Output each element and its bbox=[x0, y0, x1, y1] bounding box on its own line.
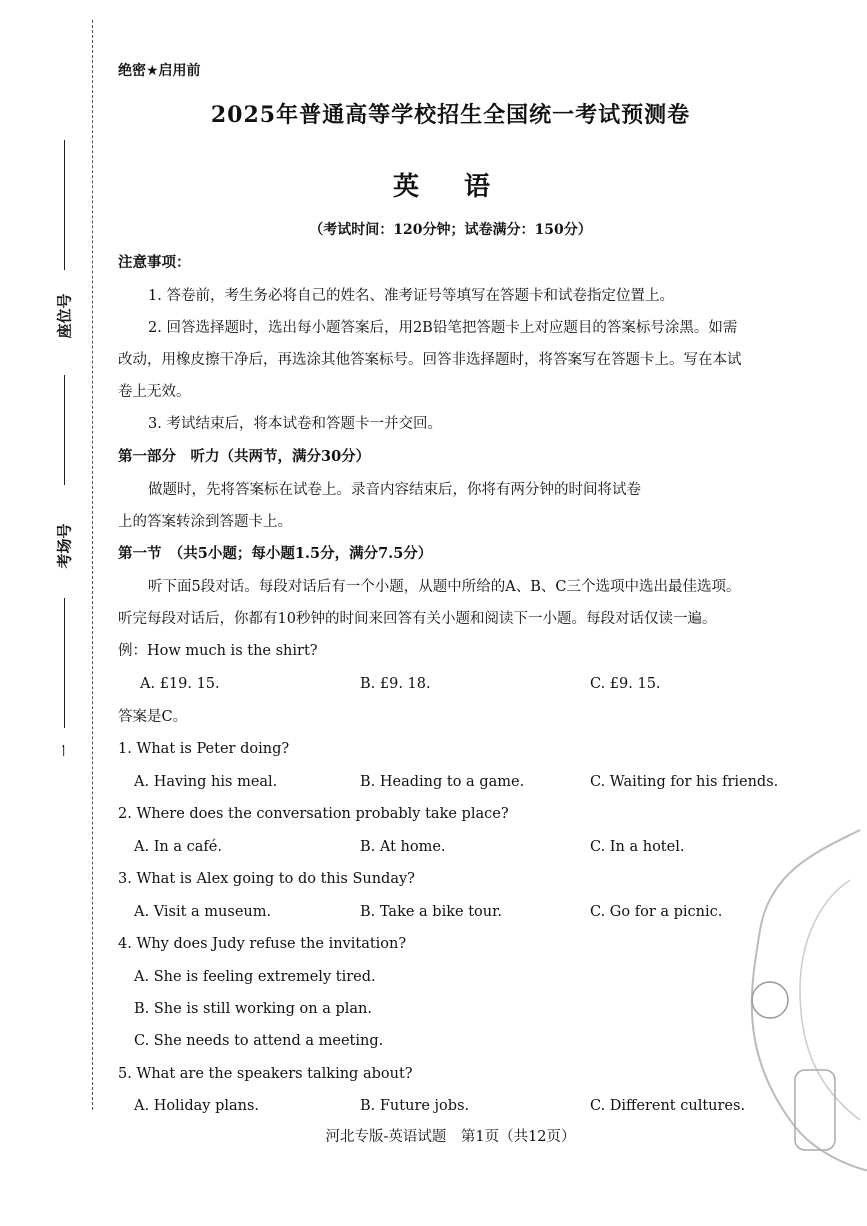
question-4-option-b: B. She is still working on a plan. bbox=[134, 1001, 372, 1017]
part-1-intro-line-1: 做题时，先将答案标在试卷上。录音内容结束后，你将有两分钟的时间将试卷 bbox=[148, 482, 641, 498]
exam-room-label: 考场号 bbox=[55, 523, 74, 569]
note-2-line-3: 卷上无效。 bbox=[118, 384, 191, 400]
question-5-option-c: C. Different cultures. bbox=[590, 1098, 746, 1114]
section-1-heading: 第一节 （共5小题；每小题1.5分，满分7.5分） bbox=[118, 545, 433, 562]
exam-title: 2025年普通高等学校招生全国统一考试预测卷 bbox=[210, 102, 691, 128]
question-4-option-c: C. She needs to attend a meeting. bbox=[134, 1033, 384, 1049]
example-option-c: C. £9. 15. bbox=[590, 676, 661, 692]
question-4-option-a: A. She is feeling extremely tired. bbox=[134, 969, 376, 985]
part-1-intro-line-2: 上的答案转涂到答题卡上。 bbox=[118, 514, 292, 530]
question-5: 5. What are the speakers talking about? bbox=[118, 1066, 413, 1082]
part-1-heading: 第一部分 听力（共两节，满分30分） bbox=[118, 448, 371, 465]
example-option-a: A. £19. 15. bbox=[140, 676, 220, 692]
question-5-option-b: B. Future jobs. bbox=[360, 1098, 470, 1114]
example-option-b: B. £9. 18. bbox=[360, 676, 431, 692]
exam-room-blank bbox=[64, 598, 65, 728]
question-4: 4. Why does Judy refuse the invitation? bbox=[118, 936, 407, 952]
notes-heading: 注意事项： bbox=[118, 254, 191, 271]
note-2-line-2: 改动，用橡皮擦干净后，再选涂其他答案标号。回答非选择题时，将答案写在答题卡上。写在本试 bbox=[118, 352, 742, 368]
note-2-line-1: 2. 回答选择题时，选出每小题答案后，用2B铅笔把答题卡上对应题目的答案标号涂黑。如需 bbox=[148, 320, 738, 336]
binding-line bbox=[92, 20, 93, 1110]
page-footer: 河北专版-英语试题 第1页（共12页） bbox=[325, 1129, 576, 1145]
example-question: 例：How much is the shirt? bbox=[118, 643, 318, 659]
question-2-option-a: A. In a café. bbox=[134, 839, 222, 855]
section-1-instruction-line-2: 听完每段对话后，你都有10秒钟的时间来回答有关小题和阅读下一小题。每段对话仅读一遍。 bbox=[118, 611, 717, 627]
question-1-option-c: C. Waiting for his friends. bbox=[590, 774, 779, 790]
note-3: 3. 考试结束后，将本试卷和答题卡一并交回。 bbox=[148, 416, 442, 432]
seat-number-label: 座位号 bbox=[55, 293, 74, 339]
question-3-option-b: B. Take a bike tour. bbox=[360, 904, 503, 920]
seat-number-blank-lower bbox=[64, 375, 65, 485]
question-1-option-b: B. Heading to a game. bbox=[360, 774, 525, 790]
section-1-instruction-line-1: 听下面5段对话。每段对话后有一个小题，从题中所给的A、B、C三个选项中选出最佳选项。 bbox=[148, 579, 741, 595]
question-2: 2. Where does the conversation probably take place? bbox=[118, 806, 509, 822]
question-1: 1. What is Peter doing? bbox=[118, 741, 290, 757]
exam-info: （考试时间：120分钟；试卷满分：150分） bbox=[309, 222, 592, 238]
note-1: 1. 答卷前，考生务必将自己的姓名、准考证号等填写在答题卡和试卷指定位置上。 bbox=[148, 288, 674, 304]
example-answer: 答案是C。 bbox=[118, 709, 188, 725]
seat-number-blank bbox=[64, 140, 65, 270]
question-2-option-b: B. At home. bbox=[360, 839, 446, 855]
dash-mark: 一 bbox=[57, 744, 72, 757]
question-3: 3. What is Alex going to do this Sunday? bbox=[118, 871, 415, 887]
question-3-option-a: A. Visit a museum. bbox=[134, 904, 272, 920]
question-3-option-c: C. Go for a picnic. bbox=[590, 904, 723, 920]
subject-title: 英 语 bbox=[392, 172, 509, 202]
confidential-mark: 绝密★启用前 bbox=[118, 63, 201, 79]
question-5-option-a: A. Holiday plans. bbox=[134, 1098, 260, 1114]
question-1-option-a: A. Having his meal. bbox=[134, 774, 278, 790]
question-2-option-c: C. In a hotel. bbox=[590, 839, 685, 855]
